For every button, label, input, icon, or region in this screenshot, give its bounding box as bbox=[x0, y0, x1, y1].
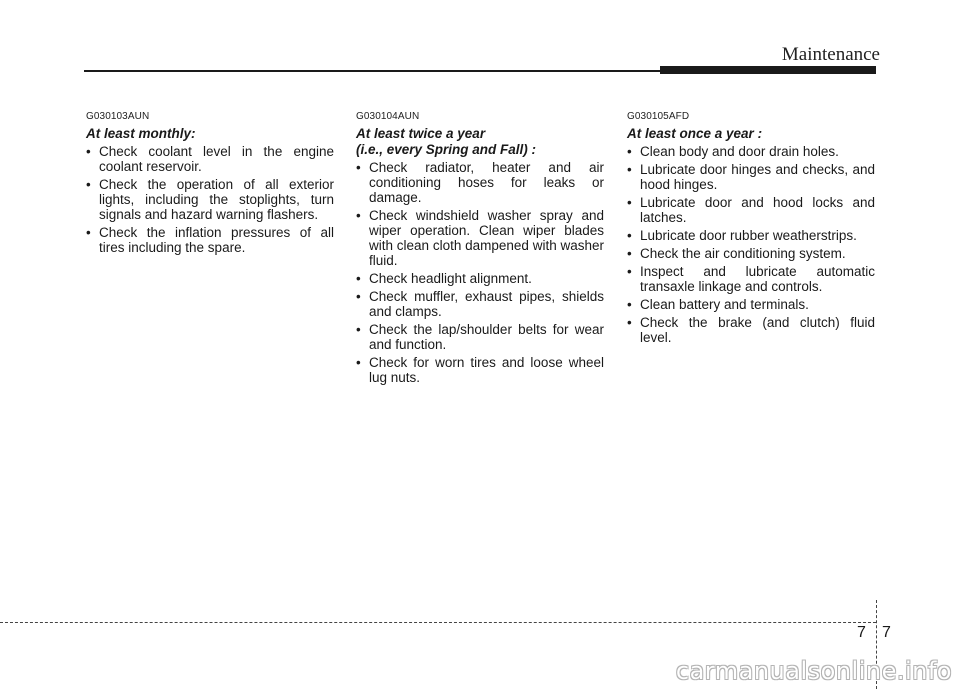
item-text: Check the operation of all exterior lights, including the stoplights, turn signals and hazard warning flashers. bbox=[99, 177, 334, 222]
bullet-icon: • bbox=[627, 144, 632, 159]
section-code: G030103AUN bbox=[86, 111, 150, 122]
section-heading bbox=[356, 126, 604, 158]
list-item bbox=[86, 225, 334, 255]
list-item bbox=[356, 289, 604, 319]
bullet-icon: • bbox=[627, 195, 632, 210]
bullet-icon: • bbox=[356, 271, 361, 286]
item-text: Check the lap/shoulder belts for wear and function. bbox=[369, 322, 604, 352]
item-text: Check coolant level in the engine coolant reservoir. bbox=[99, 144, 334, 174]
bullet-icon: • bbox=[627, 297, 632, 312]
bullet-icon: • bbox=[86, 225, 91, 240]
section-heading bbox=[627, 126, 875, 142]
watermark: carmanualsonline.info bbox=[675, 657, 952, 685]
bullet-icon: • bbox=[627, 246, 632, 261]
item-text: Check for worn tires and loose wheel lug nuts. bbox=[369, 355, 604, 385]
list-item bbox=[356, 355, 604, 385]
bullet-icon: • bbox=[86, 144, 91, 159]
footer-dashed-rule bbox=[0, 622, 876, 623]
list-item bbox=[627, 144, 875, 159]
list-item bbox=[627, 195, 875, 225]
section-heading bbox=[86, 126, 334, 142]
section-code: G030104AUN bbox=[356, 111, 420, 122]
list-item bbox=[627, 264, 875, 294]
heading-line: At least twice a year bbox=[356, 126, 486, 141]
column-monthly bbox=[86, 111, 334, 258]
list-item bbox=[356, 160, 604, 205]
bullet-icon: • bbox=[627, 228, 632, 243]
heading-line: (i.e., every Spring and Fall) : bbox=[356, 142, 537, 157]
list-item bbox=[627, 315, 875, 345]
item-text: Check muffler, exhaust pipes, shields and clamps. bbox=[369, 289, 604, 319]
bullet-icon: • bbox=[627, 264, 632, 279]
list-item bbox=[356, 322, 604, 352]
item-text: Lubricate door hinges and checks, and hood hinges. bbox=[640, 162, 875, 192]
chapter-number: 7 bbox=[857, 624, 866, 641]
list-item bbox=[86, 144, 334, 174]
item-text: Clean battery and terminals. bbox=[640, 297, 809, 312]
bullet-icon: • bbox=[627, 162, 632, 177]
header-rule bbox=[84, 70, 662, 72]
list-item bbox=[356, 271, 604, 286]
bullet-icon: • bbox=[627, 315, 632, 330]
list-item bbox=[86, 177, 334, 222]
section-title: Maintenance bbox=[781, 44, 880, 65]
checklist bbox=[356, 160, 604, 385]
bullet-icon: • bbox=[356, 289, 361, 304]
list-item bbox=[627, 246, 875, 261]
list-item bbox=[627, 228, 875, 243]
bullet-icon: • bbox=[356, 355, 361, 370]
heading-line: At least monthly: bbox=[86, 126, 196, 141]
bullet-icon: • bbox=[356, 160, 361, 175]
section-code: G030105AFD bbox=[627, 111, 690, 122]
checklist bbox=[627, 144, 875, 345]
item-text: Check the air conditioning system. bbox=[640, 246, 846, 261]
checklist bbox=[86, 144, 334, 255]
header-bar bbox=[660, 66, 876, 74]
list-item bbox=[356, 208, 604, 268]
item-text: Check radiator, heater and air conditioning hoses for leaks or damage. bbox=[369, 160, 604, 205]
list-item bbox=[627, 162, 875, 192]
item-text: Check the inflation pressures of all tires including the spare. bbox=[99, 225, 334, 255]
bullet-icon: • bbox=[356, 322, 361, 337]
page-number: 7 bbox=[882, 624, 891, 641]
bullet-icon: • bbox=[356, 208, 361, 223]
bullet-icon: • bbox=[86, 177, 91, 192]
column-twice-a-year bbox=[356, 111, 604, 388]
item-text: Lubricate door rubber weatherstrips. bbox=[640, 228, 857, 243]
item-text: Clean body and door drain holes. bbox=[640, 144, 839, 159]
heading-line: At least once a year : bbox=[627, 126, 763, 141]
item-text: Inspect and lubricate automatic transaxle linkage and controls. bbox=[640, 264, 875, 294]
column-once-a-year bbox=[627, 111, 875, 348]
list-item bbox=[627, 297, 875, 312]
item-text: Check the brake (and clutch) fluid level. bbox=[640, 315, 875, 345]
item-text: Lubricate door and hood locks and latches. bbox=[640, 195, 875, 225]
item-text: Check headlight alignment. bbox=[369, 271, 532, 286]
item-text: Check windshield washer spray and wiper operation. Clean wiper blades with clean cloth dampened with washer fluid. bbox=[369, 208, 604, 268]
